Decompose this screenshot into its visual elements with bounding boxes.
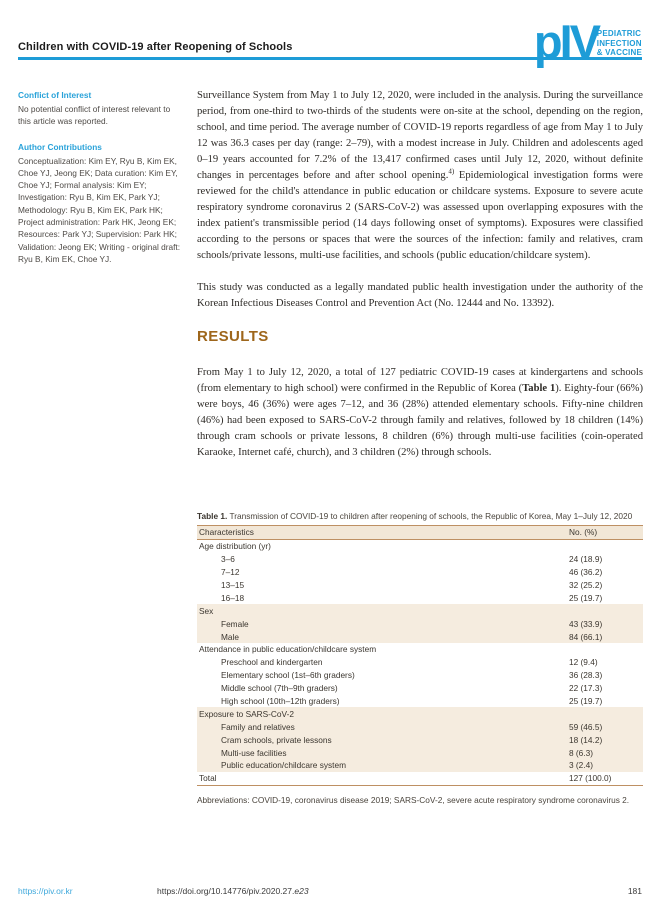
reference-superscript: 4) <box>448 167 455 176</box>
paragraph-legal: This study was conducted as a legally mandated public health investigation under the authority of the Korean Infectious Diseases Control and Prevention Act (No. 12444 and No. 13392). <box>197 282 643 309</box>
row-count-percentage: 43 (33.9) <box>569 618 603 629</box>
paragraph-text: From May 1 to July 12, 2020, a total of 127 pediatric COVID-19 cases at kindergartens and schools (from elementary to high school) were confirmed in the Republic of Korea ( <box>197 367 643 394</box>
table-row <box>197 617 643 630</box>
table-row <box>197 656 643 669</box>
table-row <box>197 707 643 720</box>
row-characteristic: Female <box>221 618 249 629</box>
paragraph-text: Epidemiological investigation forms were reviewed for the child's attendance in public education or childcare systems. Exposure to severe acute respiratory syndrome coronavirus 2 (SARS-CoV-2) was assessed upon overlapping exposures with the index patient's transmissible period (14 days following onset of symptoms). Exposures were classified according to the persons or spaces that were the sources of the infection: family and relatives, cram schools/private lessons, multi-use facilities, and schools (public education/childcare system). <box>197 170 643 261</box>
page-number: 181 <box>627 886 642 896</box>
table-row <box>197 579 643 592</box>
tagline-line: INFECTION <box>596 38 642 48</box>
table-row <box>197 591 643 604</box>
table-body <box>197 539 643 785</box>
row-count-percentage <box>567 539 643 552</box>
column-header-no-pct: No. (%) <box>569 527 598 538</box>
row-characteristic: High school (10th–12th graders) <box>221 696 340 707</box>
row-characteristic: Male <box>221 631 239 642</box>
row-characteristic: 7–12 <box>221 567 240 578</box>
row-characteristic: 3–6 <box>221 554 235 565</box>
table-row <box>197 604 643 617</box>
row-count-percentage: 3 (2.4) <box>569 760 593 771</box>
row-characteristic: Exposure to SARS-CoV-2 <box>199 708 294 719</box>
row-characteristic: Elementary school (1st–6th graders) <box>221 670 355 681</box>
row-count-percentage: 12 (9.4) <box>569 657 598 668</box>
paragraph-results <box>197 365 643 461</box>
row-count-percentage: 36 (28.3) <box>569 670 603 681</box>
table-1-block <box>197 511 643 805</box>
table-caption-text: Transmission of COVID-19 to children after reopening of schools, the Republic of Korea, May 1–July 12, 2020 <box>229 511 633 521</box>
table-header-row <box>197 526 643 540</box>
author-contributions-text: Conceptualization: Kim EY, Ryu B, Kim EK, Choe YJ, Jeong EK; Data curation: Kim EY, Choe YJ; Formal analysis: Kim EY; Investigation: Ryu B, Kim EK, Park YJ; Methodology: Ryu B, Kim EK, Park HK; Project administration: Park HK, Jeong EK; Resources: Park YJ; Supervision: Park HK; Validation: Jeong EK; Writing - original draft: Ryu B, Kim EK, Choe YJ. <box>18 155 181 264</box>
row-characteristic: Middle school (7th–9th graders) <box>221 683 338 694</box>
doi-text: https://doi.org/10.14776/piv.2020.27. <box>157 886 295 896</box>
row-count-percentage: 59 (46.5) <box>569 721 603 732</box>
doi-link[interactable] <box>157 886 309 896</box>
row-characteristic: Preschool and kindergarten <box>221 657 323 668</box>
tagline-line: & VACCINE <box>596 48 642 57</box>
row-count-percentage: 8 (6.3) <box>569 747 593 758</box>
table-row <box>197 695 643 708</box>
table-1 <box>197 525 643 786</box>
table-row <box>197 643 643 656</box>
table-row <box>197 759 643 772</box>
conflict-of-interest-heading: Conflict of Interest <box>18 90 92 100</box>
results-section-heading: RESULTS <box>197 328 269 345</box>
piv-journal-logo: pIV <box>533 15 598 68</box>
table-caption <box>197 511 643 521</box>
row-count-percentage: 84 (66.1) <box>569 631 603 642</box>
row-count-percentage: 46 (36.2) <box>569 567 603 578</box>
table-row <box>197 630 643 643</box>
row-count-percentage: 25 (19.7) <box>569 696 603 707</box>
row-characteristic: Multi-use facilities <box>221 747 287 758</box>
row-count-percentage: 18 (14.2) <box>569 734 603 745</box>
row-characteristic: Attendance in public education/childcare system <box>199 644 377 655</box>
doi-article-id: e23 <box>294 886 309 896</box>
column-header-characteristics: Characteristics <box>199 527 254 538</box>
table-row <box>197 539 643 552</box>
row-characteristic: 13–15 <box>221 580 245 590</box>
row-characteristic: Cram schools, private lessons <box>221 734 332 745</box>
journal-url-link[interactable]: https://piv.or.kr <box>18 886 73 896</box>
row-characteristic: Sex <box>199 605 214 616</box>
paragraph-text: Surveillance System from May 1 to July 12, 2020, were included in the analysis. During the surveillance period, from one-third to two-thirds of the students were on-site at the school, depending on the region, school, and time period. The average number of COVID-19 reports regardless of age from May 1 to July 12 was 36.3 cases per day (range: 2–79), with a modest increase in July. Children and adolescents aged 0–19 years accounted for 7.2% of the 13,417 confirmed cases until July 12, 2020, without definite changes in percentages before and after school opening. <box>197 90 643 181</box>
row-count-percentage <box>567 707 643 720</box>
row-count-percentage: 24 (18.9) <box>569 554 603 565</box>
table-row <box>197 566 643 579</box>
row-count-percentage <box>567 643 643 656</box>
table-row <box>197 746 643 759</box>
conflict-of-interest-text: No potential conflict of interest relevant to this article was reported. <box>18 104 171 127</box>
main-text-column <box>197 88 643 805</box>
table-row <box>197 682 643 695</box>
paragraph-methods <box>197 88 643 264</box>
tagline-line: PEDIATRIC <box>596 29 642 38</box>
table-row <box>197 733 643 746</box>
paragraph-text: ). Eighty-four (66%) were boys, 46 (36%) were ages 7–12, and 36 (28%) attended elementary schools. Fifty-nine children (46%) had been exposed to SARS-CoV-2 through family and relatives, followed by 18 children (14%) through cram schools or private lessons, 8 children (6%) through multi-use facilities (coin-operated Karaoke, Internet café, church), and 3 children (2%) through schools. <box>197 383 644 458</box>
author-contributions-heading: Author Contributions <box>18 141 102 152</box>
row-characteristic: Public education/childcare system <box>221 760 346 771</box>
running-title: Children with COVID-19 after Reopening of Schools <box>18 41 293 53</box>
row-count-percentage: 22 (17.3) <box>569 683 603 694</box>
table-1-reference: Table 1 <box>522 383 556 394</box>
article-info-sidebar <box>18 90 182 279</box>
journal-name-tagline <box>597 29 642 58</box>
table-abbreviations-note: Abbreviations: COVID-19, coronavirus disease 2019; SARS-CoV-2, severe acute respiratory syndrome coronavirus 2. <box>197 794 630 805</box>
row-characteristic: Family and relatives <box>221 721 295 732</box>
table-caption-label: Table 1. <box>197 511 228 521</box>
row-count-percentage: 25 (19.7) <box>569 592 603 603</box>
row-count-percentage: 127 (100.0) <box>569 773 612 784</box>
table-row <box>197 772 643 785</box>
table-row <box>197 669 643 682</box>
row-characteristic: Total <box>199 773 217 784</box>
row-characteristic: 16–18 <box>221 592 245 603</box>
row-characteristic: Age distribution (yr) <box>199 541 271 552</box>
table-row <box>197 720 643 733</box>
table-row <box>197 553 643 566</box>
row-count-percentage <box>567 604 643 617</box>
row-count-percentage: 32 (25.2) <box>569 580 603 590</box>
